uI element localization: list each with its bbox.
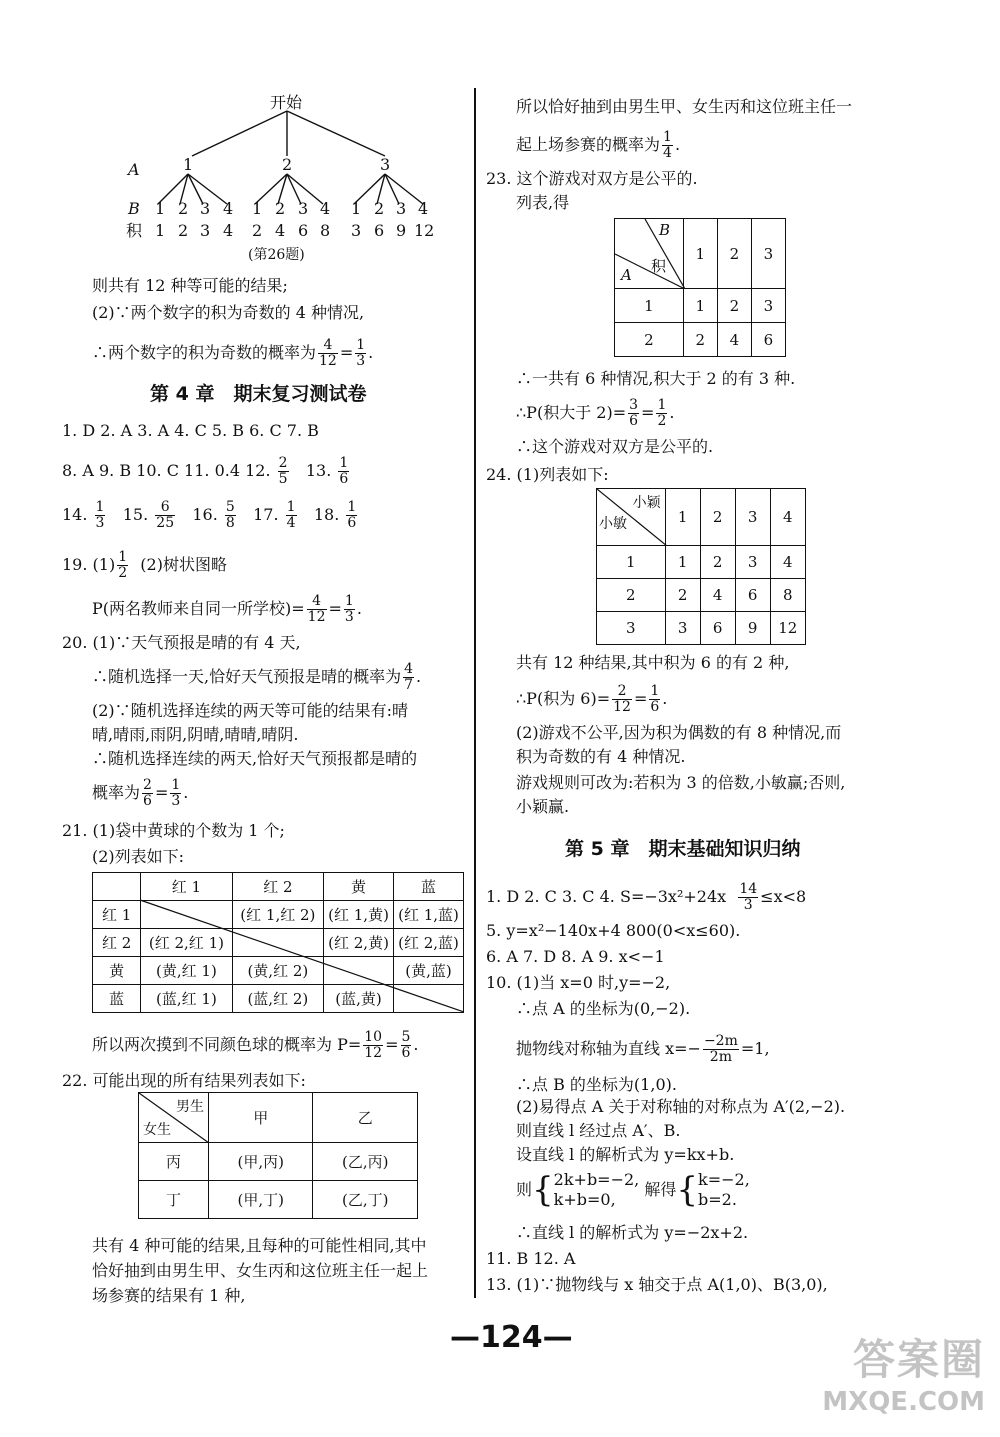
table-row-header: 红 2 [93,929,141,957]
text-line: 所以恰好抽到由男生甲、女生丙和这位班主任一 [516,97,853,116]
table-row [615,289,786,323]
table-cell: 2 [665,579,700,612]
table-cell: 9 [735,612,770,645]
table-cell: (乙,丙) [313,1143,418,1181]
table-cell: 2 [717,289,751,323]
table-corner [597,489,666,546]
table-cell: 3 [665,612,700,645]
corner-label-bottom: 女生 [143,1122,171,1138]
answer-line: 14. $\frac{1}{3}$ 15. $\frac{6}{25}$ 16. $\frac{5}{8}$ 17. $\frac{1}{4}$ 18. $\frac{1}{6}$ [62,499,357,531]
table-21-wrap [92,872,464,1012]
table-cell: (红 1,黄) [324,901,394,929]
table-header-cell: 蓝 [394,873,464,901]
table-row-header: 蓝 [93,985,141,1013]
table-row-header: 1 [615,289,684,323]
text-line: 共有 4 种可能的结果,且每种的可能性相同,其中 [92,1236,427,1255]
table-cell: (红 2,红 1) [141,929,232,957]
table-23 [614,218,786,357]
table-cell [324,957,394,985]
table-row-header: 丙 [139,1143,209,1181]
tree-product-value: 3 [351,221,362,240]
page-number: —124— [450,1320,573,1355]
table-row-header: 2 [597,579,666,612]
table-corner [93,873,141,901]
table-cell: (黄,红 1) [141,957,232,985]
table-21 [92,872,464,1013]
table-header-cell: 4 [770,489,805,546]
corner-label-a: A [621,266,632,284]
column-divider [474,88,476,1298]
tree-b-node: 1 [252,199,263,218]
text-line: 所以两次摸到不同颜色球的概率为 P= $\frac{10}{12}$ = $\frac{5}{6}$ . [92,1029,419,1061]
text-line: 抛物线对称轴为直线 x=− $\frac{-2m}{2m}$ =1, [516,1033,770,1065]
tree-row-b-label: B [128,199,140,218]
text-line: (2)游戏不公平,因为积为偶数的有 8 种情况,而 [516,723,842,742]
table-cell: (甲,丁) [208,1181,313,1219]
table-cell: (红 1,红 2) [232,901,323,929]
table-cell: (乙,丁) [313,1181,418,1219]
text-line: 恰好抽到由男生甲、女生丙和这位班主任一起上 [92,1261,429,1280]
table-cell: (甲,丙) [208,1143,313,1181]
tree-b-node: 4 [320,199,331,218]
text-line: 积为奇数的有 4 种情况. [516,747,686,766]
table-cell: 3 [735,546,770,579]
table-22-wrap [138,1092,418,1218]
tree-b-node: 4 [418,199,429,218]
table-cell: (蓝,红 2) [232,985,323,1013]
text-line: 20. (1)∵天气预报是晴的有 4 天, [62,633,301,652]
corner-label-top: 男生 [175,1099,204,1115]
table-cell: (红 1,蓝) [394,901,464,929]
table-cell: 2 [683,323,717,357]
tree-b-node: 2 [275,199,286,218]
text-line: 共有 12 种结果,其中积为 6 的有 2 种, [516,653,790,672]
tree-product-value: 12 [414,221,435,240]
corner-label-bottom: 小敏 [599,516,627,532]
table-cell: 8 [770,579,805,612]
corner-label-product: 积 [651,257,667,275]
table-header-cell: 乙 [313,1093,418,1143]
tree-product-value: 1 [155,221,166,240]
text-line: 则共有 12 种等可能的结果; [92,276,288,295]
table-row-header: 1 [597,546,666,579]
table-cell: 1 [665,546,700,579]
answer-line: 1. D 2. A 3. A 4. C 5. B 6. C 7. B [62,421,319,440]
text-line: ∴一共有 6 种情况,积大于 2 的有 3 种. [516,369,796,388]
table-row [93,985,464,1013]
tree-b-node: 2 [374,199,385,218]
chapter-4-heading: 第 4 章 期末复习测试卷 [150,383,367,405]
watermark-line-2: MXQE.COM [822,1387,985,1417]
text-line: ∴这个游戏对双方是公平的. [516,437,714,456]
table-header-cell: 1 [683,219,717,289]
table-row-header: 2 [615,323,684,357]
table-24-wrap [596,488,806,644]
watermark-line-1: 答案圈 [852,1335,985,1384]
text-line: ∴两个数字的积为奇数的概率为 $\frac{4}{12}$ = $\frac{1}{3}$ . [92,337,374,369]
tree-b-node: 1 [351,199,362,218]
text-line: (2)∵随机选择连续的两天等可能的结果有:晴 [92,701,409,720]
table-header-cell: 甲 [208,1093,313,1143]
tree-row-a-label: A [128,160,140,179]
answer-line: 19. (1) $\frac{1}{2}$ (2)树状图略 [62,549,227,581]
text-line: (2)∵两个数字的积为奇数的 4 种情况, [92,303,365,322]
table-22 [138,1092,418,1219]
table-row [597,579,806,612]
text-line: (2)列表如下: [92,847,185,866]
answer-line: P(两名教师来自同一所学校)= $\frac{4}{12}$ = $\frac{1}{3}$ . [92,593,362,625]
text-line: 22. 可能出现的所有结果列表如下: [62,1071,306,1090]
table-cell: 2 [700,546,735,579]
corner-label-b: B [659,221,671,239]
tree-product-value: 2 [178,221,189,240]
table-row [139,1143,418,1181]
table-header-cell: 2 [700,489,735,546]
text-line: 起上场参赛的概率为 $\frac{1}{4}$ . [516,129,681,161]
text-line: 场参赛的结果有 1 种, [92,1286,246,1305]
table-corner [139,1093,209,1143]
equation-system-line: 则{ 2k+b=−2, k+b=0, 解得{ k=−2, b=2. [516,1170,750,1210]
table-header-cell: 2 [717,219,751,289]
tree-row-product-label: 积 [126,221,143,240]
text-line: 游戏规则可改为:若积为 3 的倍数,小敏赢;否则, [516,773,846,792]
answer-line: 1. D 2. C 3. C 4. S=−3x²+24x $\frac{14}{3}$ ≤x<8 [486,881,807,913]
text-line: 设直线 l 的解析式为 y=kx+b. [516,1145,735,1164]
table-header-cell: 黄 [324,873,394,901]
table-cell [232,929,323,957]
table-row [93,957,464,985]
corner-label-top: 小颖 [632,495,661,511]
text-line: 晴,晴雨,雨阴,阴晴,晴晴,晴阴. [92,725,299,744]
table-cell: (黄,红 2) [232,957,323,985]
chapter-5-heading: 第 5 章 期末基础知识归纳 [565,838,801,860]
table-row-header: 3 [597,612,666,645]
table-cell: 4 [770,546,805,579]
table-header-cell: 红 1 [141,873,232,901]
text-line: 23. 这个游戏对双方是公平的. [486,169,698,188]
table-cell: 4 [717,323,751,357]
answer-line: 6. A 7. D 8. A 9. x<−1 [486,947,665,966]
tree-product-value: 8 [320,221,331,240]
text-line: 小颖赢. [516,797,570,816]
table-corner [615,219,684,289]
text-line: 21. (1)袋中黄球的个数为 1 个; [62,821,285,840]
table-cell: 3 [751,289,785,323]
tree-product-value: 2 [252,221,263,240]
table-cell: 1 [683,289,717,323]
tree-product-value: 3 [200,221,211,240]
text-line: ∴直线 l 的解析式为 y=−2x+2. [516,1223,749,1242]
table-cell: (红 2,黄) [324,929,394,957]
table-row [615,323,786,357]
answer-line: 5. y=x²−140x+4 800(0<x≤60). [486,921,741,940]
tree-product-value: 9 [396,221,407,240]
table-cell: 6 [700,612,735,645]
text-line: 24. (1)列表如下: [486,465,609,484]
table-cell [141,901,232,929]
text-line: 列表,得 [516,193,570,212]
table-header-cell: 3 [735,489,770,546]
table-cell: (蓝,红 1) [141,985,232,1013]
table-23-wrap [614,218,786,356]
tree-a-node: 2 [282,155,293,174]
table-row [597,546,806,579]
table-row [93,929,464,957]
tree-product-value: 4 [275,221,286,240]
text-line: ∴随机选择一天,恰好天气预报是晴的概率为 $\frac{4}{7}$ . [92,661,422,693]
text-line: ∴点 A 的坐标为(0,−2). [516,999,691,1018]
tree-b-node: 3 [200,199,211,218]
table-cell: (蓝,黄) [324,985,394,1013]
tree-a-node: 1 [183,155,194,174]
table-cell [394,985,464,1013]
table-row [597,612,806,645]
answer-line: 11. B 12. A [486,1249,576,1268]
table-header-cell: 3 [751,219,785,289]
table-row-header: 丁 [139,1181,209,1219]
tree-b-node: 3 [298,199,309,218]
table-row [139,1181,418,1219]
text-line: ∴P(积大于 2)= $\frac{3}{6}$ = $\frac{1}{2}$ . [516,397,675,429]
table-cell: 6 [735,579,770,612]
text-line: ∴随机选择连续的两天,恰好天气预报都是晴的 [92,749,418,768]
table-row [93,901,464,929]
table-24 [596,488,806,645]
text-line: 则直线 l 经过点 A′、B. [516,1121,681,1140]
table-header-cell: 1 [665,489,700,546]
text-line: 10. (1)当 x=0 时,y=−2, [486,973,671,992]
watermark-logo [822,1327,985,1417]
tree-caption: (第26题) [248,247,305,263]
tree-a-node: 3 [380,155,391,174]
tree-b-node: 3 [396,199,407,218]
answer-line: 8. A 9. B 10. C 11. 0.4 12. $\frac{2}{5}$ 13. $\frac{1}{6}$ [62,455,349,487]
table-header-cell: 红 2 [232,873,323,901]
table-row-header: 黄 [93,957,141,985]
table-cell: (红 2,蓝) [394,929,464,957]
tree-product-value: 4 [223,221,234,240]
tree-b-node: 2 [178,199,189,218]
text-line: ∴P(积为 6)= $\frac{2}{12}$ = $\frac{1}{6}$ . [516,683,668,715]
table-row-header: 红 1 [93,901,141,929]
tree-start-label: 开始 [270,93,303,112]
tree-product-value: 6 [374,221,385,240]
text-line: ∴点 B 的坐标为(1,0). [516,1075,677,1094]
tree-product-value: 6 [298,221,309,240]
table-cell: 6 [751,323,785,357]
tree-b-node: 1 [155,199,166,218]
text-line: (2)易得点 A 关于对称轴的对称点为 A′(2,−2). [516,1097,846,1116]
tree-b-node: 4 [223,199,234,218]
table-cell: (黄,蓝) [394,957,464,985]
table-cell: 4 [700,579,735,612]
text-line: 13. (1)∵抛物线与 x 轴交于点 A(1,0)、B(3,0), [486,1275,828,1294]
table-cell: 12 [770,612,805,645]
text-line: 概率为 $\frac{2}{6}$ = $\frac{1}{3}$ . [92,777,189,809]
